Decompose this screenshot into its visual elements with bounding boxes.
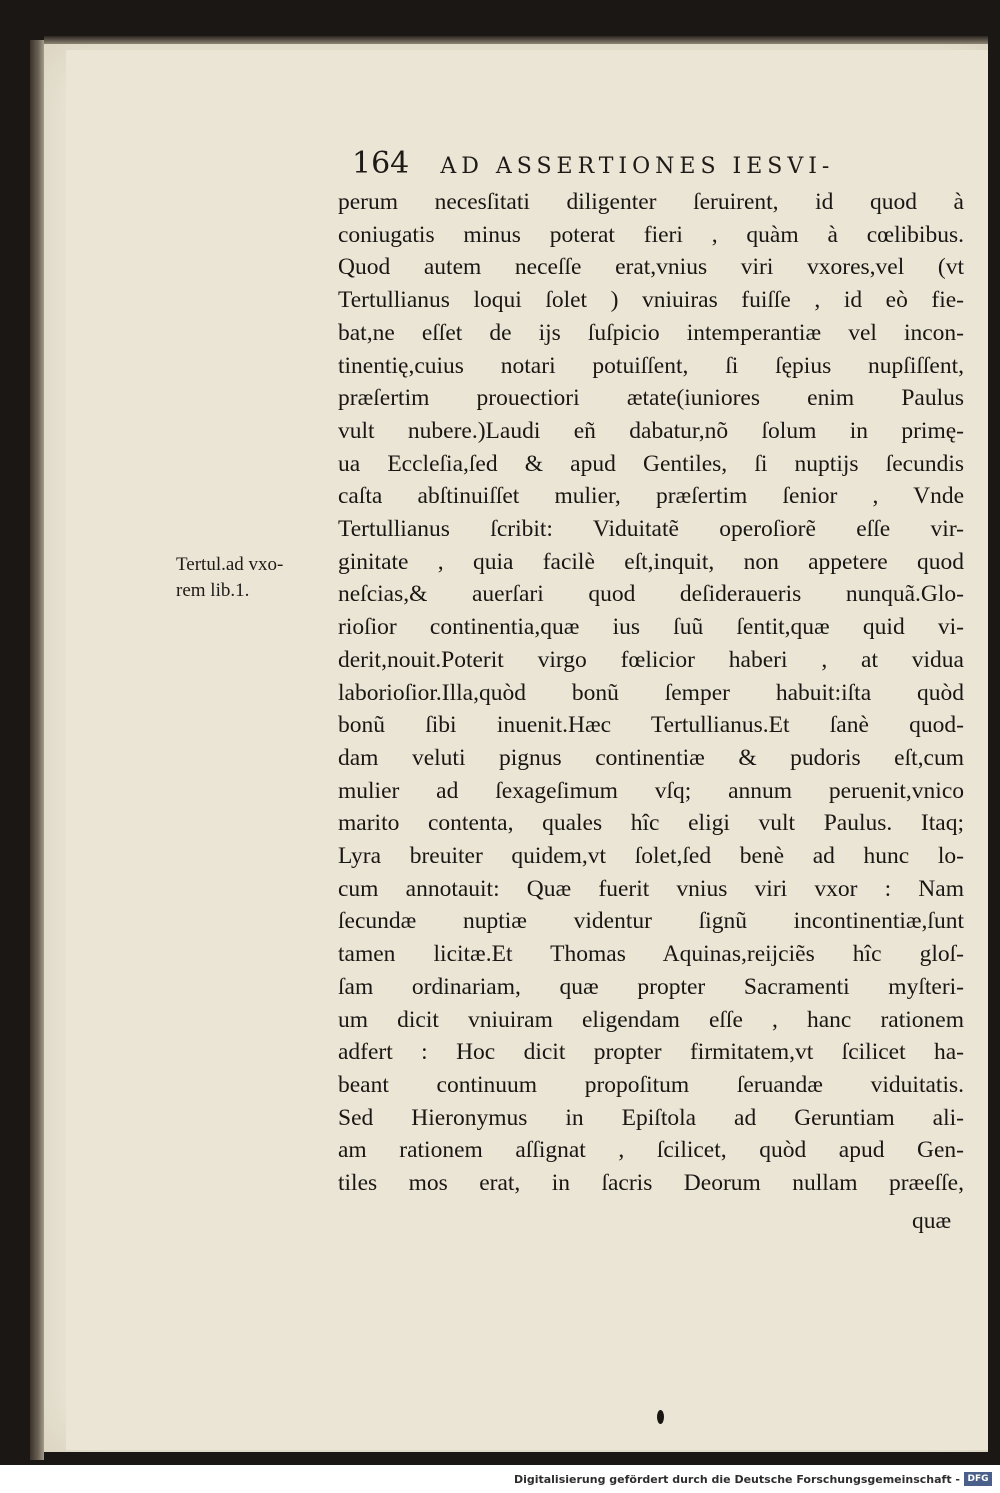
- text-line: dam veluti pignus continentiæ & pudoris eſt,cum: [338, 744, 964, 771]
- text-line: neſcias,& auerſari quod deſideraueris nunquã.Glo-: [338, 581, 964, 608]
- text-line: tiles mos erat, in ſacris Deorum nullam præeſſe,: [338, 1170, 964, 1197]
- text-line: rioſior continentia,quæ ius ſuũ ſentit,quæ quid vi-: [338, 614, 964, 641]
- text-line: Sed Hieronymus in Epiſtola ad Geruntiam ali-: [338, 1104, 964, 1131]
- text-line: tamen licitæ.Et Thomas Aquinas,reijciẽs hîc gloſ-: [338, 941, 964, 968]
- text-line: Lyra breuiter quidem,vt ſolet,ſed benè ad hunc lo-: [338, 843, 964, 870]
- dfg-logo: DFG: [964, 1472, 992, 1486]
- running-title: AD ASSERTIONES IESVI-: [440, 154, 835, 179]
- page-top-edge: [44, 36, 988, 44]
- text-line: ſam ordinariam, quæ propter Sacramenti myſteri-: [338, 973, 964, 1000]
- text-line: beant continuum propoſitum ſeruandæ viduitatis.: [338, 1071, 964, 1098]
- text-line: bat,ne eſſet de ijs ſuſpicio intemperantiæ vel incon-: [338, 319, 964, 346]
- text-line: ginitate , quia facilè eſt,inquit, non appetere quod: [338, 548, 964, 575]
- body-text: [338, 186, 964, 1200]
- text-line: cum annotauit: Quæ fuerit vnius viri vxor : Nam: [338, 875, 964, 902]
- text-line: Quod autem neceſſe erat,vnius viri vxores,vel (vt: [338, 254, 964, 281]
- text-line: ſecundæ nuptiæ videntur ſignũ incontinentiæ,ſunt: [338, 908, 964, 935]
- text-line: adfert : Hoc dicit propter firmitatem,vt ſcilicet ha-: [338, 1039, 964, 1066]
- marginal-note: [176, 552, 346, 604]
- text-line: præſertim prouectiori ætate(iuniores enim Paulus: [338, 385, 964, 412]
- text-line: derit,nouit.Poterit virgo fœlicior haberi , at vidua: [338, 646, 964, 673]
- page-number: 164: [352, 146, 410, 181]
- marginal-note-line: Tertul.ad vxo-: [176, 554, 284, 575]
- text-line: tinentię,cuius notari potuiſſent, ſi ſępius nupſiſſent,: [338, 352, 964, 379]
- text-line: vult nubere.)Laudi eñ dabatur,nõ ſolum in primę-: [338, 417, 964, 444]
- text-line: um dicit vniuiram eligendam eſſe , hanc rationem: [338, 1006, 964, 1033]
- text-line: perum necesſitati diligenter ſeruirent, id quod à: [338, 189, 964, 215]
- text-line: coniugatis minus poterat fieri , quàm à cœlibibus.: [338, 221, 964, 248]
- funding-credit: Digitalisierung gefördert durch die Deutsche Forschungsgemeinschaft -: [513, 1473, 960, 1486]
- text-line: bonũ ſibi inuenit.Hæc Tertullianus.Et ſanè quod-: [338, 712, 964, 739]
- text-line: caſta abſtinuiſſet mulier, præſertim ſenior , Vnde: [338, 483, 964, 510]
- text-line: marito contenta, quales hîc eligi vult Paulus. Itaq;: [338, 810, 964, 837]
- text-line: am rationem aſſignat , ſcilicet, quòd apud Gen-: [338, 1137, 964, 1164]
- running-head: [352, 146, 952, 186]
- catchword: quæ: [912, 1208, 952, 1234]
- text-line: ua Eccleſia,ſed & apud Gentiles, ſi nuptijs ſecundis: [338, 450, 964, 477]
- book-spine-edge: [30, 40, 44, 1460]
- text-line: laborioſior.Illa,quòd bonũ ſemper habuit:iſta quòd: [338, 679, 964, 706]
- ink-spot: [657, 1410, 664, 1424]
- text-line: Tertullianus loqui ſolet ) vniuiras fuiſſe , id eò fie-: [338, 287, 964, 314]
- text-line: Tertullianus ſcribit: Viduitatẽ operoſiorẽ eſſe vir-: [338, 516, 964, 543]
- marginal-note-line: rem lib.1.: [176, 580, 250, 601]
- text-line: mulier ad ſexageſimum vſq; annum peruenit,vnico: [338, 777, 964, 804]
